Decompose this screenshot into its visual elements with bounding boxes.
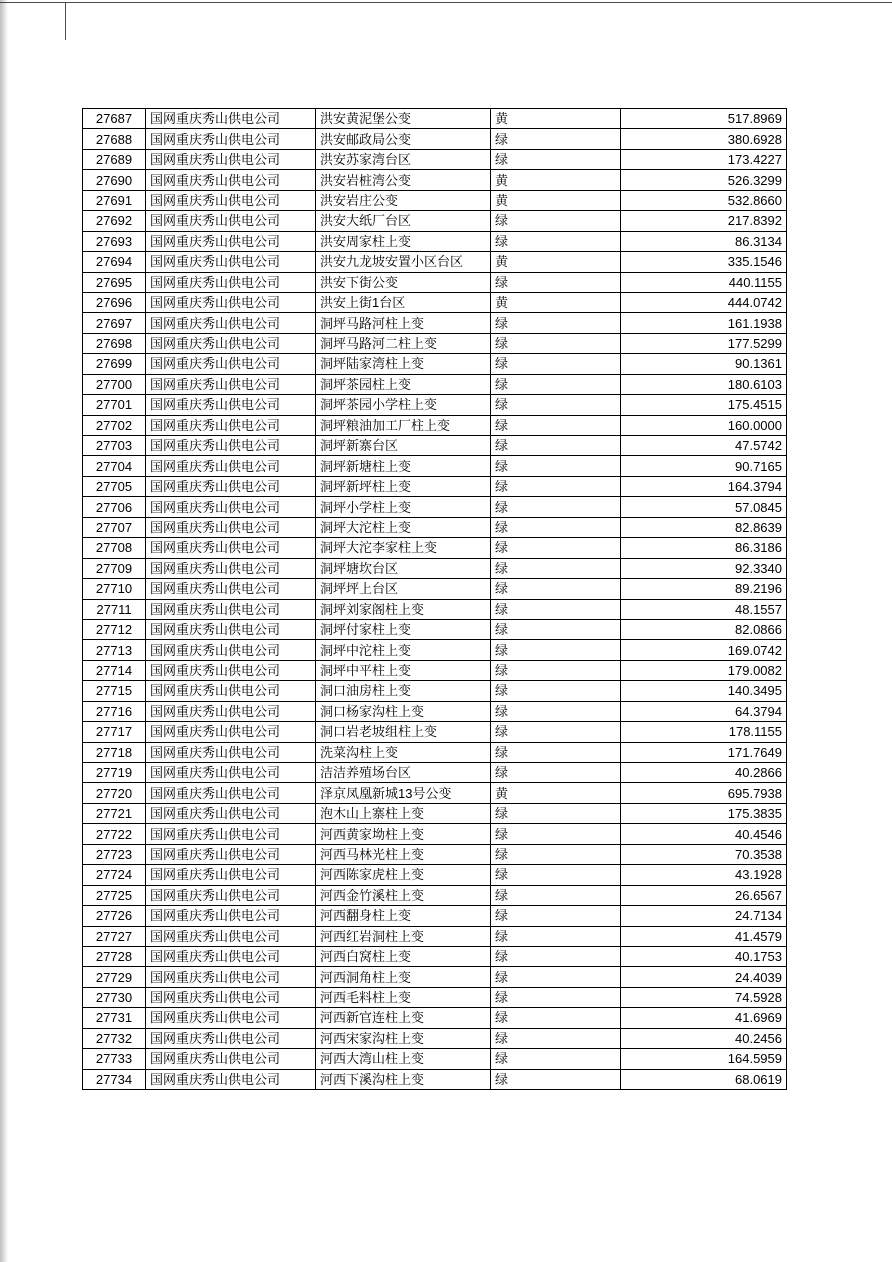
table-row — [83, 497, 787, 517]
cell-status: 绿 — [491, 333, 621, 353]
table-row — [83, 660, 787, 680]
table-row — [83, 987, 787, 1007]
cell-value: 89.2196 — [621, 579, 787, 599]
cell-company: 国网重庆秀山供电公司 — [146, 803, 316, 823]
cell-status: 绿 — [491, 987, 621, 1007]
cell-company: 国网重庆秀山供电公司 — [146, 333, 316, 353]
table-row — [83, 1008, 787, 1028]
cell-station: 河西白窝柱上变 — [316, 946, 491, 966]
cell-id: 27720 — [83, 783, 146, 803]
cell-id: 27689 — [83, 149, 146, 169]
table-row — [83, 415, 787, 435]
cell-station: 洪安岩庄公变 — [316, 190, 491, 210]
cell-station: 洪安岩桩湾公变 — [316, 170, 491, 190]
cell-id: 27730 — [83, 987, 146, 1007]
cell-id: 27698 — [83, 333, 146, 353]
cell-status: 黄 — [491, 170, 621, 190]
cell-id: 27693 — [83, 231, 146, 251]
cell-station: 洞口岩老坡组柱上变 — [316, 722, 491, 742]
cell-id: 27691 — [83, 190, 146, 210]
cell-station: 洞坪陆家湾柱上变 — [316, 354, 491, 374]
cell-value: 161.1938 — [621, 313, 787, 333]
cell-status: 绿 — [491, 803, 621, 823]
cell-station: 洪安黄泥堡公变 — [316, 109, 491, 129]
table-row — [83, 272, 787, 292]
cell-station: 洞口杨家沟柱上变 — [316, 701, 491, 721]
cell-station: 洞口油房柱上变 — [316, 681, 491, 701]
cell-company: 国网重庆秀山供电公司 — [146, 252, 316, 272]
cell-id: 27722 — [83, 824, 146, 844]
cell-value: 24.7134 — [621, 906, 787, 926]
cell-status: 绿 — [491, 742, 621, 762]
cell-station: 洞坪新坪柱上变 — [316, 476, 491, 496]
cell-id: 27734 — [83, 1069, 146, 1089]
cell-status: 绿 — [491, 865, 621, 885]
cell-value: 164.3794 — [621, 476, 787, 496]
cell-value: 140.3495 — [621, 681, 787, 701]
cell-station: 洞坪付家柱上变 — [316, 619, 491, 639]
table-row — [83, 906, 787, 926]
cell-status: 绿 — [491, 640, 621, 660]
cell-station: 洁洁养殖场台区 — [316, 763, 491, 783]
table-row — [83, 885, 787, 905]
cell-status: 绿 — [491, 1028, 621, 1048]
cell-value: 40.1753 — [621, 946, 787, 966]
cell-company: 国网重庆秀山供电公司 — [146, 681, 316, 701]
cell-company: 国网重庆秀山供电公司 — [146, 272, 316, 292]
cell-id: 27707 — [83, 517, 146, 537]
cell-id: 27725 — [83, 885, 146, 905]
cell-company: 国网重庆秀山供电公司 — [146, 538, 316, 558]
table-row — [83, 211, 787, 231]
cell-station: 洞坪大沱柱上变 — [316, 517, 491, 537]
cell-status: 绿 — [491, 354, 621, 374]
table-row — [83, 1049, 787, 1069]
cell-id: 27705 — [83, 476, 146, 496]
cell-value: 40.2866 — [621, 763, 787, 783]
cell-status: 绿 — [491, 415, 621, 435]
cell-id: 27732 — [83, 1028, 146, 1048]
cell-value: 169.0742 — [621, 640, 787, 660]
table-row — [83, 763, 787, 783]
table-row — [83, 967, 787, 987]
cell-value: 380.6928 — [621, 129, 787, 149]
table-row — [83, 844, 787, 864]
cell-station: 河西金竹溪柱上变 — [316, 885, 491, 905]
cell-station: 洪安大纸厂台区 — [316, 211, 491, 231]
cell-company: 国网重庆秀山供电公司 — [146, 967, 316, 987]
cell-id: 27704 — [83, 456, 146, 476]
cell-status: 绿 — [491, 579, 621, 599]
cell-id: 27721 — [83, 803, 146, 823]
cell-company: 国网重庆秀山供电公司 — [146, 1069, 316, 1089]
cell-station: 河西新官连柱上变 — [316, 1008, 491, 1028]
cell-id: 27695 — [83, 272, 146, 292]
cell-station: 洞坪马路河二柱上变 — [316, 333, 491, 353]
cell-company: 国网重庆秀山供电公司 — [146, 558, 316, 578]
cell-company: 国网重庆秀山供电公司 — [146, 619, 316, 639]
cell-status: 绿 — [491, 1069, 621, 1089]
table-row — [83, 231, 787, 251]
cell-company: 国网重庆秀山供电公司 — [146, 1028, 316, 1048]
cell-company: 国网重庆秀山供电公司 — [146, 640, 316, 660]
cell-station: 洪安邮政局公变 — [316, 129, 491, 149]
cell-value: 444.0742 — [621, 292, 787, 312]
cell-id: 27690 — [83, 170, 146, 190]
cell-company: 国网重庆秀山供电公司 — [146, 701, 316, 721]
table-row — [83, 436, 787, 456]
cell-status: 绿 — [491, 395, 621, 415]
station-data-table — [82, 108, 787, 1090]
cell-company: 国网重庆秀山供电公司 — [146, 1049, 316, 1069]
table-row — [83, 640, 787, 660]
cell-station: 河西宋家沟柱上变 — [316, 1028, 491, 1048]
cell-company: 国网重庆秀山供电公司 — [146, 456, 316, 476]
cell-id: 27703 — [83, 436, 146, 456]
cell-value: 177.5299 — [621, 333, 787, 353]
cell-station: 河西马林光柱上变 — [316, 844, 491, 864]
cell-id: 27697 — [83, 313, 146, 333]
cell-company: 国网重庆秀山供电公司 — [146, 579, 316, 599]
cell-status: 绿 — [491, 313, 621, 333]
cell-company: 国网重庆秀山供电公司 — [146, 742, 316, 762]
cell-status: 绿 — [491, 844, 621, 864]
cell-value: 57.0845 — [621, 497, 787, 517]
cell-id: 27687 — [83, 109, 146, 129]
cell-value: 171.7649 — [621, 742, 787, 762]
table-body — [83, 109, 787, 1090]
cell-value: 164.5959 — [621, 1049, 787, 1069]
cell-company: 国网重庆秀山供电公司 — [146, 149, 316, 169]
cell-station: 河西翻身柱上变 — [316, 906, 491, 926]
cell-company: 国网重庆秀山供电公司 — [146, 824, 316, 844]
table-row — [83, 190, 787, 210]
cell-id: 27692 — [83, 211, 146, 231]
table-row — [83, 681, 787, 701]
cell-value: 48.1557 — [621, 599, 787, 619]
cell-status: 绿 — [491, 967, 621, 987]
cell-station: 泡木山上寨柱上变 — [316, 803, 491, 823]
table-row — [83, 599, 787, 619]
cell-value: 175.3835 — [621, 803, 787, 823]
cell-value: 526.3299 — [621, 170, 787, 190]
cell-station: 河西洞角柱上变 — [316, 967, 491, 987]
cell-value: 24.4039 — [621, 967, 787, 987]
page-top-line — [0, 2, 892, 3]
cell-id: 27699 — [83, 354, 146, 374]
table-row — [83, 395, 787, 415]
cell-value: 517.8969 — [621, 109, 787, 129]
table-row — [83, 558, 787, 578]
cell-id: 27710 — [83, 579, 146, 599]
cell-value: 86.3186 — [621, 538, 787, 558]
cell-status: 黄 — [491, 252, 621, 272]
cell-status: 绿 — [491, 1049, 621, 1069]
cell-id: 27709 — [83, 558, 146, 578]
cell-station: 洞坪刘家阁柱上变 — [316, 599, 491, 619]
cell-station: 河西红岩洞柱上变 — [316, 926, 491, 946]
cell-company: 国网重庆秀山供电公司 — [146, 660, 316, 680]
table-row — [83, 333, 787, 353]
cell-value: 90.7165 — [621, 456, 787, 476]
cell-value: 40.4546 — [621, 824, 787, 844]
table-row — [83, 538, 787, 558]
cell-status: 绿 — [491, 885, 621, 905]
cell-station: 泽京凤凰新城13号公变 — [316, 783, 491, 803]
cell-status: 黄 — [491, 190, 621, 210]
cell-value: 695.7938 — [621, 783, 787, 803]
cell-company: 国网重庆秀山供电公司 — [146, 170, 316, 190]
cell-id: 27723 — [83, 844, 146, 864]
table-row — [83, 722, 787, 742]
cell-value: 68.0619 — [621, 1069, 787, 1089]
cell-company: 国网重庆秀山供电公司 — [146, 476, 316, 496]
cell-id: 27688 — [83, 129, 146, 149]
table-row — [83, 946, 787, 966]
cell-status: 绿 — [491, 906, 621, 926]
cell-value: 440.1155 — [621, 272, 787, 292]
cell-status: 黄 — [491, 783, 621, 803]
cell-id: 27700 — [83, 374, 146, 394]
cell-station: 洞坪中平柱上变 — [316, 660, 491, 680]
cell-station: 洞坪新塘柱上变 — [316, 456, 491, 476]
cell-id: 27718 — [83, 742, 146, 762]
cell-station: 洞坪粮油加工厂柱上变 — [316, 415, 491, 435]
table-row — [83, 1028, 787, 1048]
cell-company: 国网重庆秀山供电公司 — [146, 865, 316, 885]
cell-station: 河西大湾山柱上变 — [316, 1049, 491, 1069]
cell-status: 绿 — [491, 722, 621, 742]
cell-company: 国网重庆秀山供电公司 — [146, 987, 316, 1007]
cell-station: 洞坪塘坎台区 — [316, 558, 491, 578]
table-row — [83, 456, 787, 476]
cell-value: 41.4579 — [621, 926, 787, 946]
cell-status: 绿 — [491, 436, 621, 456]
cell-status: 绿 — [491, 517, 621, 537]
cell-id: 27714 — [83, 660, 146, 680]
table-row — [83, 476, 787, 496]
table-row — [83, 824, 787, 844]
cell-value: 74.5928 — [621, 987, 787, 1007]
cell-id: 27701 — [83, 395, 146, 415]
cell-company: 国网重庆秀山供电公司 — [146, 926, 316, 946]
cell-station: 河西陈家虎柱上变 — [316, 865, 491, 885]
cell-id: 27696 — [83, 292, 146, 312]
cell-station: 洞坪马路河柱上变 — [316, 313, 491, 333]
left-edge-shadow — [0, 0, 8, 1262]
cell-value: 70.3538 — [621, 844, 787, 864]
cell-id: 27716 — [83, 701, 146, 721]
cell-id: 27727 — [83, 926, 146, 946]
table-row — [83, 619, 787, 639]
cell-station: 洞坪茶园柱上变 — [316, 374, 491, 394]
cut-off-cell-border — [65, 2, 66, 40]
cell-id: 27715 — [83, 681, 146, 701]
cell-status: 绿 — [491, 374, 621, 394]
cell-station: 洞坪中沱柱上变 — [316, 640, 491, 660]
cell-value: 86.3134 — [621, 231, 787, 251]
cell-id: 27729 — [83, 967, 146, 987]
table-row — [83, 1069, 787, 1089]
cell-id: 27702 — [83, 415, 146, 435]
cell-status: 绿 — [491, 619, 621, 639]
cell-status: 绿 — [491, 476, 621, 496]
table-row — [83, 517, 787, 537]
cell-company: 国网重庆秀山供电公司 — [146, 436, 316, 456]
cell-status: 绿 — [491, 1008, 621, 1028]
cell-value: 532.8660 — [621, 190, 787, 210]
cell-value: 335.1546 — [621, 252, 787, 272]
cell-station: 河西下溪沟柱上变 — [316, 1069, 491, 1089]
cell-value: 173.4227 — [621, 149, 787, 169]
cell-station: 洪安苏家湾台区 — [316, 149, 491, 169]
cell-station: 洪安上街1台区 — [316, 292, 491, 312]
cell-id: 27712 — [83, 619, 146, 639]
table-row — [83, 701, 787, 721]
cell-id: 27713 — [83, 640, 146, 660]
table-row — [83, 149, 787, 169]
cell-value: 217.8392 — [621, 211, 787, 231]
cell-value: 82.8639 — [621, 517, 787, 537]
cell-company: 国网重庆秀山供电公司 — [146, 497, 316, 517]
cell-company: 国网重庆秀山供电公司 — [146, 109, 316, 129]
cell-id: 27706 — [83, 497, 146, 517]
table-row — [83, 313, 787, 333]
cell-company: 国网重庆秀山供电公司 — [146, 313, 316, 333]
cell-company: 国网重庆秀山供电公司 — [146, 599, 316, 619]
table-row — [83, 865, 787, 885]
cell-company: 国网重庆秀山供电公司 — [146, 517, 316, 537]
table-row — [83, 252, 787, 272]
cell-station: 洞坪大沱李家柱上变 — [316, 538, 491, 558]
cell-status: 绿 — [491, 497, 621, 517]
cell-station: 河西毛料柱上变 — [316, 987, 491, 1007]
cell-company: 国网重庆秀山供电公司 — [146, 844, 316, 864]
cell-station: 洞坪茶园小学柱上变 — [316, 395, 491, 415]
table-row — [83, 292, 787, 312]
cell-company: 国网重庆秀山供电公司 — [146, 885, 316, 905]
cell-value: 92.3340 — [621, 558, 787, 578]
cell-value: 43.1928 — [621, 865, 787, 885]
cell-id: 27719 — [83, 763, 146, 783]
cell-status: 绿 — [491, 763, 621, 783]
cell-value: 64.3794 — [621, 701, 787, 721]
cell-status: 绿 — [491, 456, 621, 476]
cell-value: 41.6969 — [621, 1008, 787, 1028]
cell-company: 国网重庆秀山供电公司 — [146, 211, 316, 231]
cell-value: 26.6567 — [621, 885, 787, 905]
cell-status: 绿 — [491, 660, 621, 680]
cell-id: 27711 — [83, 599, 146, 619]
table-row — [83, 783, 787, 803]
table-row — [83, 579, 787, 599]
cell-station: 洞坪新寨台区 — [316, 436, 491, 456]
cell-value: 47.5742 — [621, 436, 787, 456]
cell-status: 黄 — [491, 109, 621, 129]
cell-status: 绿 — [491, 558, 621, 578]
cell-status: 绿 — [491, 211, 621, 231]
cell-status: 绿 — [491, 701, 621, 721]
cell-value: 40.2456 — [621, 1028, 787, 1048]
table-row — [83, 803, 787, 823]
cell-company: 国网重庆秀山供电公司 — [146, 763, 316, 783]
cell-station: 洪安下街公变 — [316, 272, 491, 292]
cell-status: 绿 — [491, 149, 621, 169]
cell-station: 洞坪小学柱上变 — [316, 497, 491, 517]
cell-id: 27733 — [83, 1049, 146, 1069]
cell-value: 180.6103 — [621, 374, 787, 394]
cell-company: 国网重庆秀山供电公司 — [146, 722, 316, 742]
table-row — [83, 129, 787, 149]
cell-value: 179.0082 — [621, 660, 787, 680]
cell-value: 160.0000 — [621, 415, 787, 435]
table-row — [83, 170, 787, 190]
table-row — [83, 742, 787, 762]
cell-company: 国网重庆秀山供电公司 — [146, 783, 316, 803]
cell-company: 国网重庆秀山供电公司 — [146, 231, 316, 251]
cell-company: 国网重庆秀山供电公司 — [146, 946, 316, 966]
cell-status: 绿 — [491, 599, 621, 619]
cell-station: 河西黄家坳柱上变 — [316, 824, 491, 844]
cell-value: 82.0866 — [621, 619, 787, 639]
cell-id: 27728 — [83, 946, 146, 966]
cell-station: 洪安九龙坡安置小区台区 — [316, 252, 491, 272]
cell-status: 绿 — [491, 231, 621, 251]
cell-status: 绿 — [491, 824, 621, 844]
cell-company: 国网重庆秀山供电公司 — [146, 1008, 316, 1028]
cell-value: 178.1155 — [621, 722, 787, 742]
table-row — [83, 926, 787, 946]
cell-value: 175.4515 — [621, 395, 787, 415]
cell-company: 国网重庆秀山供电公司 — [146, 906, 316, 926]
table-row — [83, 374, 787, 394]
cell-id: 27694 — [83, 252, 146, 272]
cell-status: 绿 — [491, 926, 621, 946]
cell-id: 27724 — [83, 865, 146, 885]
cell-company: 国网重庆秀山供电公司 — [146, 395, 316, 415]
cell-status: 绿 — [491, 946, 621, 966]
cell-company: 国网重庆秀山供电公司 — [146, 415, 316, 435]
cell-station: 洪安周家柱上变 — [316, 231, 491, 251]
cell-station: 洞坪坪上台区 — [316, 579, 491, 599]
cell-id: 27726 — [83, 906, 146, 926]
cell-company: 国网重庆秀山供电公司 — [146, 129, 316, 149]
cell-status: 绿 — [491, 272, 621, 292]
cell-id: 27708 — [83, 538, 146, 558]
cell-company: 国网重庆秀山供电公司 — [146, 292, 316, 312]
cell-status: 绿 — [491, 681, 621, 701]
table-row — [83, 354, 787, 374]
cell-company: 国网重庆秀山供电公司 — [146, 354, 316, 374]
cell-company: 国网重庆秀山供电公司 — [146, 374, 316, 394]
cell-company: 国网重庆秀山供电公司 — [146, 190, 316, 210]
cell-status: 绿 — [491, 538, 621, 558]
table-row — [83, 109, 787, 129]
cell-value: 90.1361 — [621, 354, 787, 374]
cell-id: 27717 — [83, 722, 146, 742]
cell-station: 洗菜沟柱上变 — [316, 742, 491, 762]
cell-id: 27731 — [83, 1008, 146, 1028]
cell-status: 黄 — [491, 292, 621, 312]
cell-status: 绿 — [491, 129, 621, 149]
